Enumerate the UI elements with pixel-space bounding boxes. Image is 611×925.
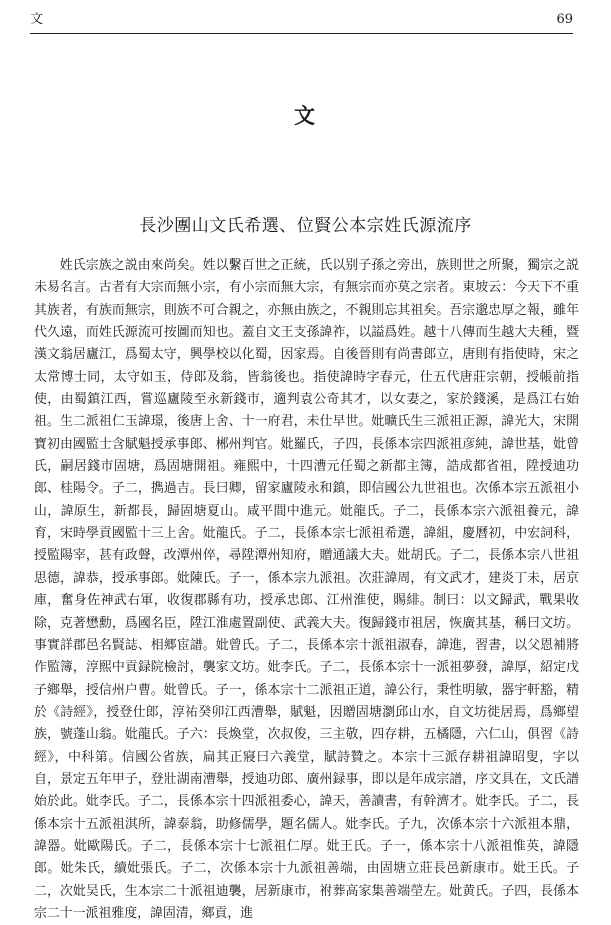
running-header [30,10,573,30]
article-title: 長沙團山文氏希選、位賢公本宗姓氏源流序 [139,216,472,236]
section-title: 文 [294,103,317,128]
page-number: 69 [556,12,573,27]
running-header-section-label: 文 [30,12,44,27]
header-divider [30,33,573,34]
body-paragraph: 姓氏宗族之説由來尚矣。姓以繫百世之正統，氏以别子孫之旁出，族則世之所聚，獨宗之説未易名言。古者有大宗而無小宗，有小宗而無大宗，有無宗而亦莫之宗者。東坡云：今天下不重其族者，有族而無宗，則族不可合親之，亦無由族之，不親則忘其祖矣。吾宗邈忠厚之報，雖年代久遠，而姓氏源流可按圖而知也。蓋自文王支孫諱祚，以謚爲姓。越十八傳而生越大夫種，暨漢文翁居廬江，爲蜀太守，興學校以化蜀，因家焉。自後晉則有尚書郎立，唐則有指使時，宋之太常博士同，太守如玉，侍郎及翁，皆翁後也。指使諱時字春元，仕五代唐莊宗朝，授帳前指使，由蜀鎮江西，嘗巡廬陵至永新錢市，適判袁公奇其才，以女妻之，家於錢溪，是爲江右始祖。生二派祖仁玉諱璟，後唐上舍、十一府君，未仕早世。妣曠氏生三派祖正源，諱光大，宋開寶初由國監士含賦魁授承事郎、郴州判官。妣羅氏，子四，長係本宗四派祖彦純，諱世基，妣曾氏，嗣居錢市固塘，爲固塘開祖。雍熙中，十四漕元任蜀之新都主簿，誥成都省祖，陞授迪功郎、桂陽令。子二，擕過吉。長曰卿，留家廬陵永和鎮，即信國公九世祖也。次係本宗五派祖小山，諱原生，新都長，歸固塘夏山。咸平間中進元。妣龍氏。子二，長係本宗六派祖養元，諱育，宋時學貢國監十三上舍。妣龍氏。子二，長係本宗七派祖希選，諱組，慶曆初，中宏詞科，授監陽宰，甚有政聲，改潭州倅，尋陞潭州知府，贈通議大夫。妣胡氏。子二，長係本宗八世祖思德，諱恭，授承事郎。妣陳氏。子一，係本宗九派祖。次莊諱周，有文武才，建炎丁未，居京庫，奮身佐神武右軍，收復郡縣有功，授承忠郎、江州淮使，賜緋。制曰：以文歸武，戰果收除，克著懋勳，爲國名臣，陞江淮處置副使、武義大夫。復歸錢市祖居，恢廣其基，稱曰文坊。事實詳郡邑名賢誌、相郷宦譜。妣曾氏。子二，長係本宗十派祖淑春，諱進，習書，以父恩補將作監簿，淳熙中貢録院檢討，襲家文坊。妣李氏。子二，長係本宗十一派祖夢發，諱厚，紹定戊子鄉舉，授信州户曹。妣曾氏。子一，係本宗十二派祖正道，諱公行，秉性明敏，器宇軒豁，精於《詩經》，授登仕郎，淳祐癸卯江西漕舉，賦魁，因贈固塘瀏邱山水，自文坊徙居焉，爲鄉望族，號蓬山翁。妣龍氏。子六：長煥堂，次叔俊，三主敬，四存耕，五橘隱，六仁山，俱習《詩經》，中科第。信國公省族，扁其正寢曰六義堂，賦詩贊之。本宗十三派存耕祖諱昭叟，字以自，景定五年甲子，登壯湖南漕舉，授迪功郎、廣州録事，即以是年成宗譜，序文具在，文氏譜始於此。妣李氏。子二，長係本宗十四派祖委心，諱天，善讀書，有幹濟才。妣李氏。子二，長係本宗十五派祖淇所，諱泰翁，助修儒學，題名儒人。妣李氏。子九，次係本宗十六派祖本鼎，諱器。妣歐陽氏。子二，長係本宗十七派祖仁厚。妣王氏。子一，係本宗十八派祖惟英，諱隱郎。妣朱氏，續妣張氏。子二，次係本宗十九派祖善端，由固塘立莊長邑新康市。妣王氏。子二，次妣吴氏，生本宗二十派祖迪襲，居新康市，祔葬高家集善端塋左。妣黄氏。子四，長係本宗二十一派祖雅度，諱固清，鄉貢，進 [34,258,579,921]
